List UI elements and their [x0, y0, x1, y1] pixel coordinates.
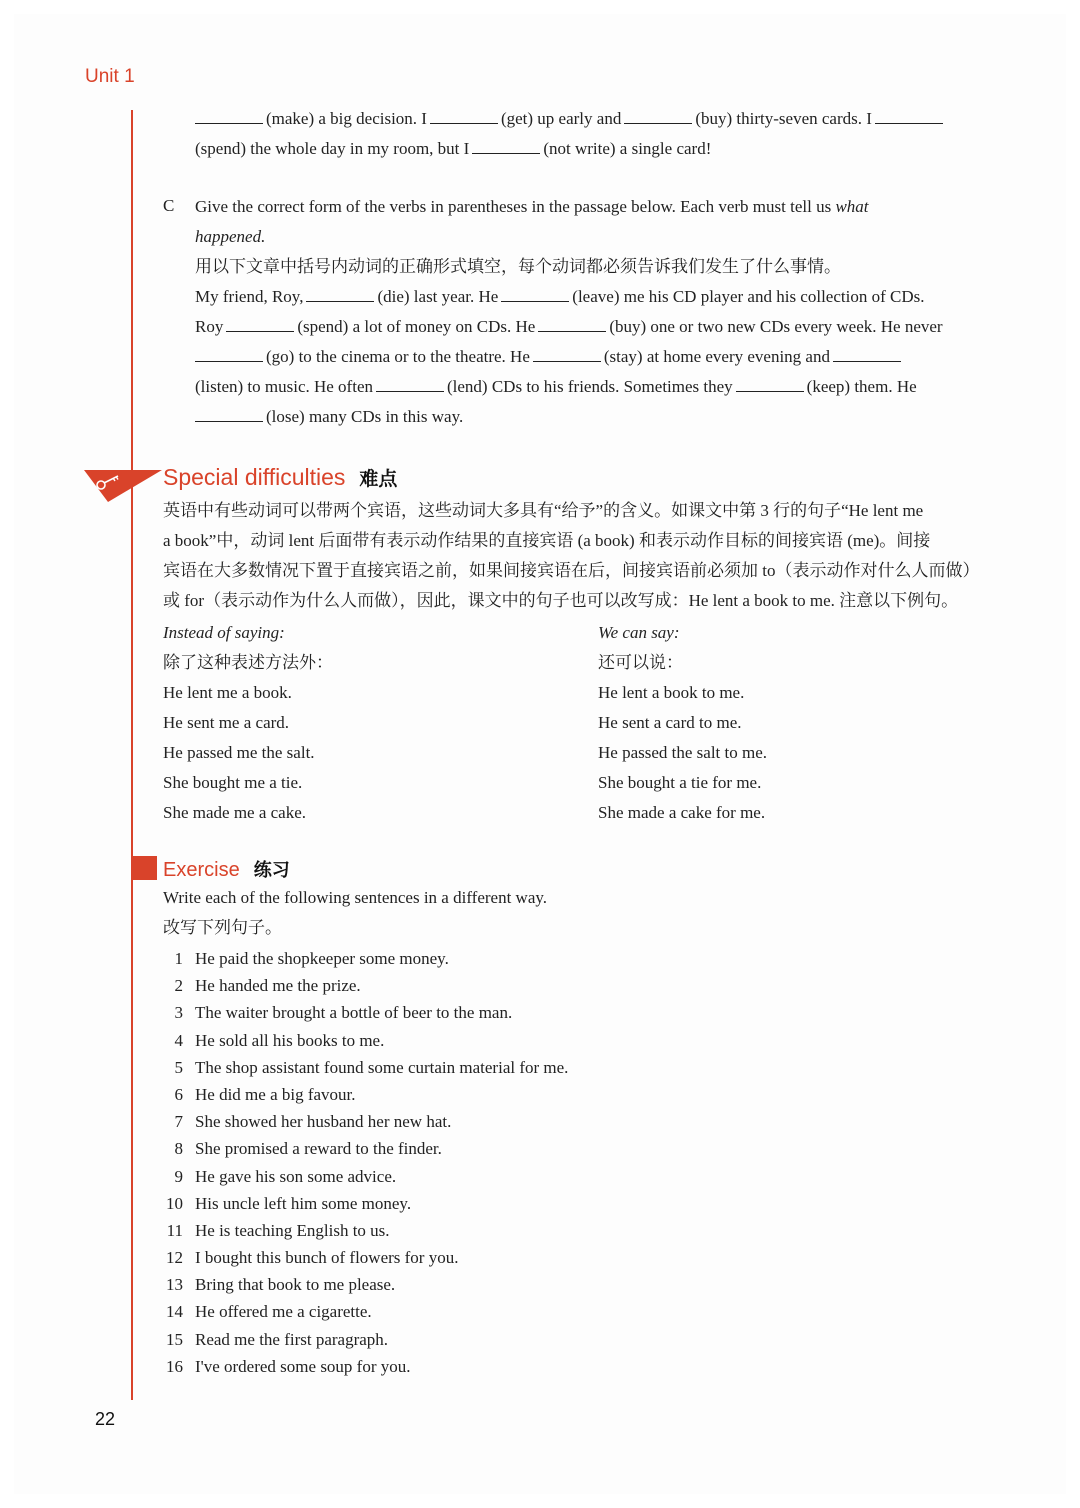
unit-label: Unit 1 — [85, 66, 135, 87]
exercise-c-instruction-cn: 用以下文章中括号内动词的正确形式填空，每个动词都必须告诉我们发生了什么事情。 — [195, 257, 841, 276]
list-item: 3 The waiter brought a bottle of beer to the man. — [174, 1003, 513, 1023]
passage-line-2: Roy (spend) a lot of money on CDs. He (buy) one or two new CDs every week. He never — [195, 317, 943, 336]
margin-rule — [131, 110, 133, 1400]
exercise-c-instruction-cont: happened. — [195, 227, 266, 246]
exercise-instruction-cn: 改写下列句子。 — [163, 918, 282, 937]
special-difficulties-paragraph: 英语中有些动词可以带两个宾语，这些动词大多具有“给予”的含义。如课文中第 3 行的句子“He lent me a book”中，动词 lent 后面带有表示动作结果的直接宾语 (a book) 和表示动作目标的间接宾语 (me)。间接 宾语在大多数情况下置于直接宾语之前，如果间接宾语在后，间接宾语前必须加 to（表示动作对什么人而做） 或 for（表示动作为什么人而做），因此，课文中的句子也可以改写成：He lent a book to me. 注意以下例句。 — [163, 501, 980, 610]
list-item: 4 He sold all his books to me. — [174, 1030, 385, 1050]
examples-right-column: We can say: 还可以说： He lent a book to me. He sent a card to me. He passed the salt to me. She bought a tie for me. She made a cake for me. — [598, 618, 767, 828]
key-icon — [84, 466, 162, 502]
example-right: He sent a card to me. — [598, 713, 742, 732]
continuation-line-1: (make) a big decision. I (get) up early and (buy) thirty-seven cards. I — [195, 108, 946, 130]
list-item: 12 I bought this bunch of flowers for you. — [166, 1248, 459, 1268]
list-item: 14 He offered me a cigarette. — [166, 1302, 372, 1322]
list-item: 1 He paid the shopkeeper some money. — [174, 949, 449, 968]
continuation-line-2: (spend) the whole day in my room, but I (not write) a single card! — [195, 139, 712, 158]
list-item: 8 She promised a reward to the finder. — [174, 1139, 442, 1159]
list-item: 15 Read me the first paragraph. — [166, 1329, 389, 1349]
example-right: She bought a tie for me. — [598, 773, 762, 792]
list-item: 11 He is teaching English to us. — [166, 1220, 390, 1240]
list-item: 7 She showed her husband her new hat. — [174, 1112, 452, 1132]
passage-line-1: My friend, Roy, (die) last year. He (leave) me his CD player and his collection of CDs. — [195, 287, 925, 306]
exercise-c-letter: C — [163, 196, 175, 215]
list-item: 2 He handed me the prize. — [174, 976, 361, 996]
example-left: He sent me a card. — [163, 713, 290, 732]
passage-line-4: (listen) to music. He often (lend) CDs to his friends. Sometimes they (keep) them. He — [195, 377, 917, 396]
example-right: He lent a book to me. — [598, 683, 745, 702]
example-left: He lent me a book. — [163, 683, 292, 702]
exercise-c-instruction: Give the correct form of the verbs in parentheses in the passage below. Each verb must tell us what — [195, 197, 869, 216]
list-item: 5 The shop assistant found some curtain material for me. — [174, 1057, 569, 1077]
example-right: She made a cake for me. — [598, 803, 766, 822]
example-left: She made me a cake. — [163, 803, 307, 822]
list-item: 9 He gave his son some advice. — [174, 1166, 397, 1186]
exercise-list — [163, 945, 568, 1380]
passage-line-3: (go) to the cinema or to the theatre. He (stay) at home every evening and — [195, 346, 904, 368]
passage-line-5: (lose) many CDs in this way. — [195, 406, 463, 428]
example-left: She bought me a tie. — [163, 773, 303, 792]
exercise-marker — [131, 856, 157, 880]
list-item: 10 His uncle left him some money. — [166, 1193, 412, 1213]
examples-left-column: Instead of saying: 除了这种表述方法外： He lent me a book. He sent me a card. He passed me the salt. She bought me a tie. She made me a cake. — [163, 618, 333, 828]
list-item: 16 I've ordered some soup for you. — [166, 1356, 411, 1376]
exercise-instruction: Write each of the following sentences in a different way. — [163, 888, 548, 907]
list-item: 6 He did me a big favour. — [174, 1084, 356, 1104]
list-item: 13 Bring that book to me please. — [166, 1275, 396, 1295]
special-difficulties-heading: Special difficulties 难点 — [163, 464, 398, 490]
example-right: He passed the salt to me. — [598, 743, 768, 762]
example-left: He passed me the salt. — [163, 743, 315, 762]
exercise-heading: Exercise 练习 — [163, 859, 290, 881]
page-number: 22 — [95, 1409, 116, 1429]
